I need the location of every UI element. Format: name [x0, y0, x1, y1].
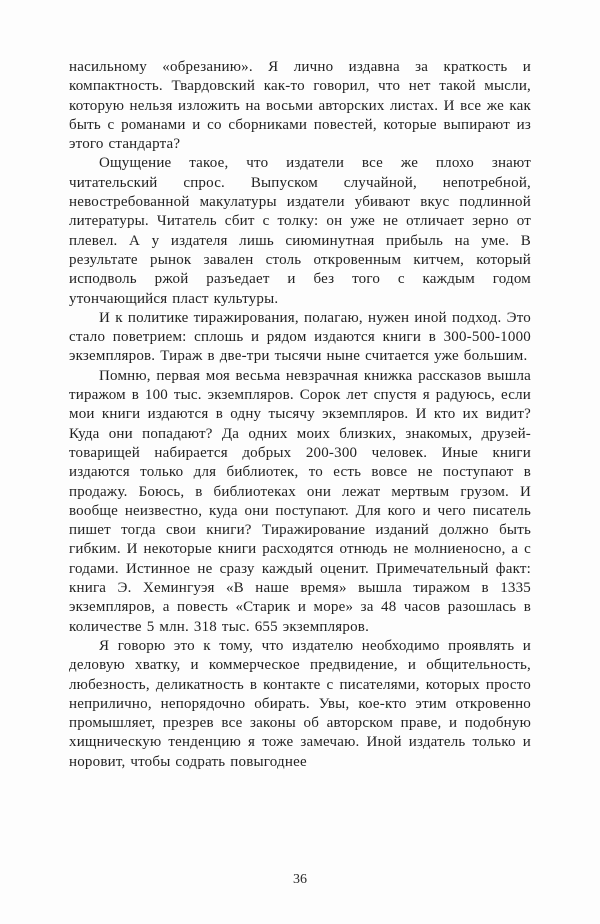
- paragraph: Я говорю это к тому, что издателю необходимо проявлять и деловую хватку, и коммерческое предвидение, и общительность, любезность, деликатность в контакте с писателями, которых просто неприлично, непорядочно обирать. Увы, кое-кто этим откровенно промышляет, презрев все законы об авторском праве, и подобную хищническую тенденцию я тоже замечаю. Иной издатель только и норовит, чтобы содрать повыгоднее: [69, 637, 531, 770]
- paragraph: насильному «обрезанию». Я лично издавна за краткость и компактность. Твардовский как-то говорил, что нет такой мысли, которую нельзя изложить на восьми авторских листах. И все же как быть с романами и со сборниками повестей, которые выпирают из этого стандарта?: [69, 59, 531, 153]
- paragraph: Ощущение такое, что издатели все же плохо знают читательский спрос. Выпуском случайной, непотребной, невостребованной макулатуры издатели убивают вкус подлинной литературы. Читатель сбит с толку: он уже не отличает зерно от плевел. А у издателя лишь сиюминутная прибыль на уме. В результате рынок завален столь откровенным китчем, который исподволь ржой разъедает и без того с каждым годом утончающийся пласт культуры.: [69, 155, 531, 307]
- page-number: 36: [293, 872, 307, 887]
- paragraph: Помню, первая моя весьма невзрачная книжка рассказов вышла тиражом в 100 тыс. экземпляров. Сорок лет спустя я радуюсь, если мои книги издаются в одну тысячу экземпляров. И кто их видит? Куда они попадают? Да одних моих близких, знакомых, друзей-товарищей набирается добрых 200-300 человек. Иные книги издаются только для библиотек, то есть вовсе не поступают в продажу. Боюсь, в библиотеках они лежат мертвым грузом. И вообще неизвестно, куда они поступают. Для кого и чего писатель пишет тогда свои книги? Тиражирование изданий должно быть гибким. И некоторые книги расходятся отнюдь не молниеносно, а с годами. Истинное не сразу каждый оценит. Примечательный факт: книга Э. Хемингуэя «В наше время» вышла тиражом в 1335 экземпляров, а повесть «Старик и море» за 48 часов разошлась в количестве 5 млн. 318 тыс. 655 экземпляров.: [69, 367, 531, 635]
- text-block: [69, 58, 531, 772]
- paragraph: И к политике тиражирования, полагаю, нужен иной подход. Это стало поветрием: сплошь и рядом издаются книги в 300-500-1000 экземпляров. Тираж в две-три тысячи ныне считается уже большим.: [69, 309, 531, 365]
